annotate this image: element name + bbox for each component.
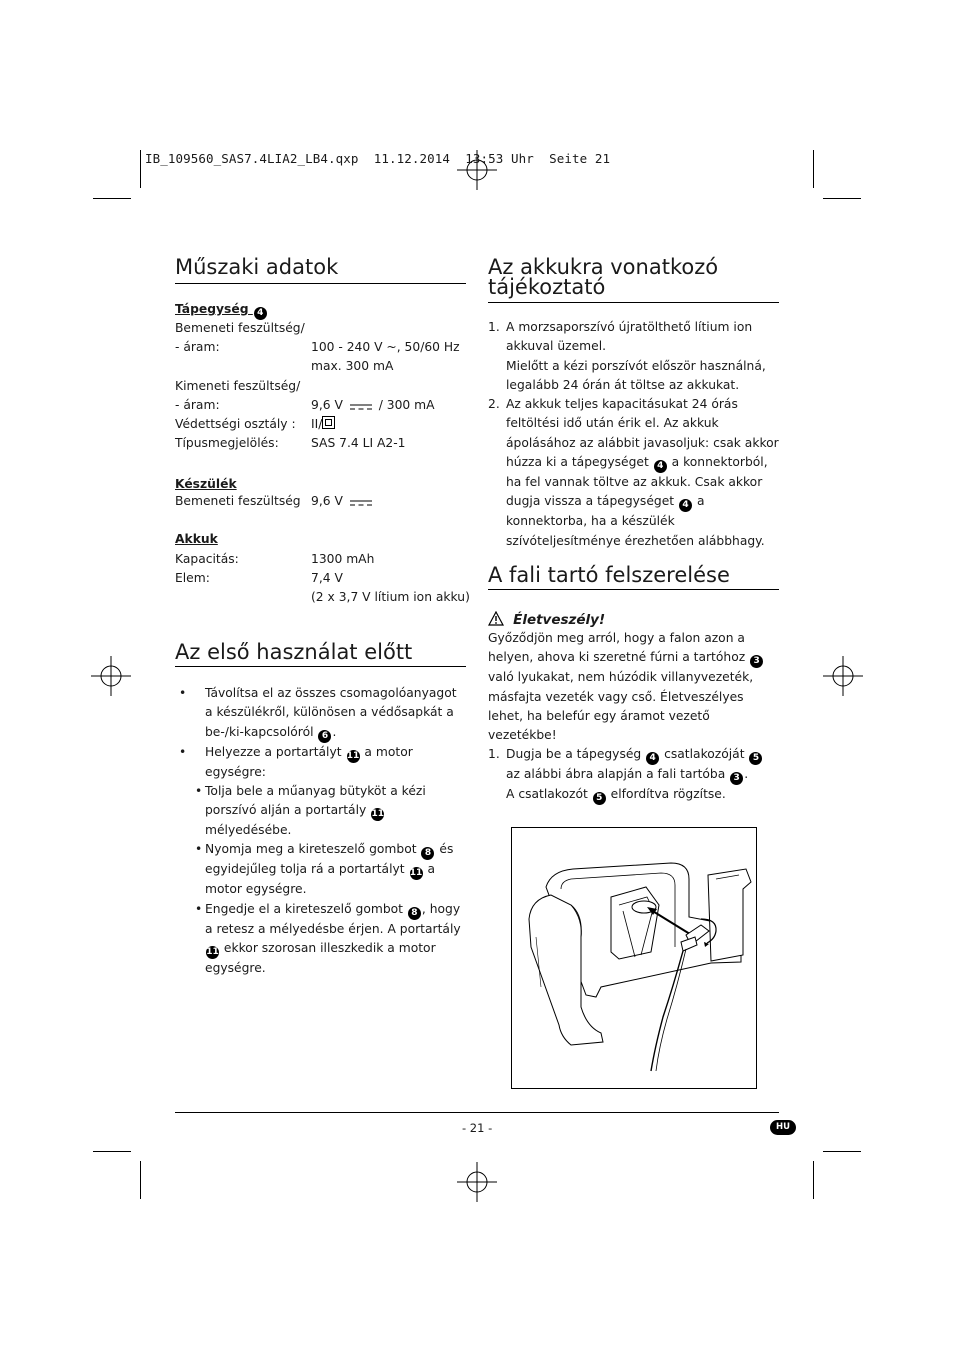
language-badge: HU [770,1120,796,1135]
crop-mark [93,198,131,199]
page-number: - 21 - [462,1121,493,1135]
spec-value: 9,6 V [311,492,375,511]
spec-value: 7,4 V [311,571,343,585]
crop-mark [813,150,814,188]
spec-label: Elem: [175,571,210,585]
spec-value: 9,6 V / 300 mA [311,398,435,412]
part-number-badge: 4 [254,307,267,320]
dc-symbol-icon [350,500,372,506]
list-item: • Engedje el a kireteszelő gombot 8 , hogy a retesz a mélyedésbe érjen. A portartály 11 ekkor szorosan illeszkedik a motor egységre. [175,900,465,979]
crop-crosshair-icon [457,1162,497,1202]
spec-label: Védettségi osztály : [175,417,296,431]
crop-mark [93,1151,131,1152]
wall-mount-illustration [511,827,757,1089]
part-number-badge: 11 [409,868,423,879]
footer-rule [175,1112,779,1113]
spec-value: SAS 7.4 LI A2-1 [311,436,406,450]
spec-label: Bemeneti feszültség [175,494,301,508]
section-title-wall-mount: A fali tartó felszerelése [488,563,730,587]
list-item: • Nyomja meg a kireteszelő gombot 8 és egyidejűleg tolja rá a portartályt 11 a motor egységre. [175,840,465,899]
part-number-badge: 11 [346,750,360,761]
crop-mark [140,1161,141,1199]
spec-label: - áram: [175,340,220,354]
spec-value: 1300 mAh [311,552,375,566]
title-underline [488,589,779,590]
crop-mark [813,1161,814,1199]
first-use-list [175,684,465,978]
spec-value: (2 x 3,7 V lítium ion akku) [311,590,470,604]
warning-heading: Életveszély! [488,609,605,628]
part-number-badge: 5 [593,792,606,805]
print-file-header: IB_109560_SAS7.4LIA2_LB4.qxp 11.12.2014 13:53 Uhr Seite 21 [145,151,611,166]
crop-mark [823,1151,861,1152]
part-number-badge: 5 [749,752,762,765]
list-item: • Távolítsa el az összes csomagolóanyagot a készülékről, különösen a védősapkát a be-/ki-kapcsolóról 6 . [175,684,465,743]
subheading-device: Készülék [175,477,237,491]
part-number-badge: 3 [730,772,743,785]
title-underline [175,666,466,667]
section-title-specs: Műszaki adatok [175,255,339,279]
spec-label: - áram: [175,398,220,412]
subheading-battery: Akkuk [175,532,218,546]
spec-label: Kimeneti feszültség/ [175,379,301,393]
numbered-item: 1. Dugja be a tápegység 4 csatlakozóját 5 az alábbi ábra alapján a fali tartóba 3 . A csatlakozót 5 elfordítva rögzítse. [488,745,780,805]
title-underline [488,302,779,303]
subheading-power-supply: Tápegység 4 [175,300,268,320]
spec-value: max. 300 mA [311,359,394,373]
part-number-badge: 11 [371,809,384,820]
crop-mark [140,150,141,188]
part-number-badge: 4 [654,460,667,473]
warning-text: Győződjön meg arról, hogy a falon azon a helyen, ahova ki szeretné fúrni a tartóhoz 3 való lyukakat, nem húzódik villanyvezeték, másfajta vezeték vagy cső. Életveszélyes lehet, ha belefúr egy áramot vezető vezetékbe! [488,629,780,745]
numbered-item: 2. Az akkuk teljes kapacitásukat 24 órás feltöltési idő után érik el. Az akkuk ápolásához az alábbit javasoljuk: csak akkor húzza ki a tápegységet 4 a konnektorból, ha fel vannak töltve az akkuk. Csak akkor dugja vissza a tápegységet 4 a konnektorba, ha a készülék szívóteljesítménye érezhetően alábbhagy. [488,397,779,548]
part-number-badge: 4 [646,752,659,765]
spec-label: Bemeneti feszültség/ [175,321,305,335]
part-number-badge: 8 [408,907,421,920]
part-number-badge: 8 [421,847,434,860]
list-item: • Tolja bele a műanyag bütyköt a kézi porszívó alján a portartály 11 mélyedésébe. [175,782,465,841]
numbered-item: 1. A morzsaporszívó újratölthető lítium ion akkuval üzemel. Mielőtt a kézi porszívót először használná, legalább 24 órán át töltse az akkukat. [488,320,766,392]
title-underline [175,283,466,284]
section-title-battery-info: Az akkukra vonatkozó tájékoztató [488,255,719,299]
spec-label: Kapacitás: [175,552,239,566]
protection-class-icon [322,416,335,429]
part-number-badge: 11 [206,947,219,958]
crop-mark [823,198,861,199]
battery-info-list [488,318,780,551]
list-item: • Helyezze a portartályt 11 a motor egységre: [175,743,465,782]
section-title-first-use: Az első használat előtt [175,640,413,664]
part-number-badge: 4 [679,499,692,512]
spec-value: II/ [311,415,335,434]
spec-value: 100 - 240 V ~, 50/60 Hz [311,340,460,354]
crop-crosshair-icon [91,656,131,696]
part-number-badge: 6 [318,730,331,743]
dc-symbol-icon [350,404,372,410]
spec-label: Típusmegjelölés: [175,436,279,450]
warning-triangle-icon [488,611,504,626]
crop-crosshair-icon [823,656,863,696]
mount-steps [488,745,780,805]
part-number-badge: 3 [750,655,763,668]
